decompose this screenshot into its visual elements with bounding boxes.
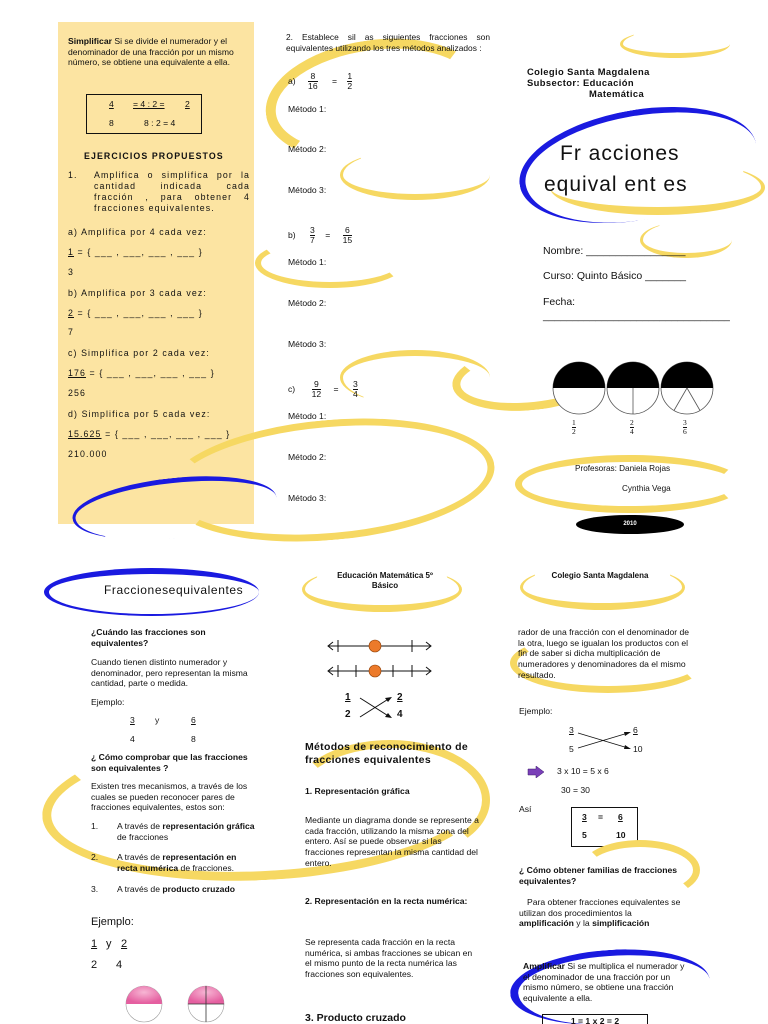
method2-text: Se representa cada fracción en la recta numérica, si ambas fracciones se ubican en el mismo punto de la recta numérica las fracciones son equivalentes. (305, 937, 473, 980)
example2-denominator-1: 2 (91, 959, 98, 971)
cross-result: 30 = 30 (561, 785, 590, 795)
number-line-diagram (325, 633, 435, 685)
list-emphasis: representación gráfica (162, 821, 255, 831)
pair-a-n2: 1 (347, 71, 353, 81)
simplificar-paragraph (68, 36, 248, 68)
answer-2: Existen tres mecanismos, a través de los cuales se pueden reconocer pares de fracciones equivalentes, estos son: (91, 781, 248, 813)
cross-product-example (567, 725, 647, 757)
swoosh-decoration (340, 150, 490, 200)
families-answer (519, 897, 687, 929)
equals-sign: = (598, 812, 604, 822)
circle-label-3 (683, 419, 687, 436)
pair-label: c) (288, 383, 296, 394)
arrow-right-icon (527, 766, 545, 778)
box-n2: 6 (618, 812, 623, 822)
example-label: Ejemplo: (519, 706, 553, 716)
simplification-term: simplificación (592, 918, 650, 929)
pair-b-n1: 3 (310, 225, 315, 235)
list-text: A través de (117, 883, 163, 894)
equals-sign: = (325, 229, 331, 240)
cross-product-diagram (345, 692, 407, 722)
number-line-bottom (328, 665, 431, 677)
method3-label: Método 3: (288, 493, 327, 503)
exercise-d-numerator: 15.625 (68, 429, 102, 439)
method1-label: Método 1: (288, 411, 327, 421)
school-name: Colegio Santa Magdalena (527, 66, 650, 77)
point-marker (369, 665, 381, 677)
method1-title: 1. Representación gráfica (305, 786, 410, 796)
methods-list-item (91, 821, 257, 842)
conjunction: y (106, 938, 112, 950)
swoosh-decoration (255, 235, 405, 288)
cross-d2: 4 (397, 709, 403, 720)
example2-numerator-1: 1 (91, 938, 98, 950)
amplificar-definition: Si se multiplica el numerador y el denominador de una fracción por un mismo número, se obtiene una fracción equivalente a ella. (523, 961, 685, 1004)
exercise-c-numerator: 176 (68, 368, 86, 378)
simplify-example-box (86, 94, 202, 134)
example-denominator-1: 4 (130, 734, 135, 744)
exercise-d-answer-set[interactable]: = { ___ , ___, ___ , ___ } (105, 429, 231, 439)
methods-list (91, 821, 257, 895)
cross-n1: 1 (345, 692, 351, 703)
point-marker (369, 640, 381, 652)
exercise-b-denominator: 7 (68, 327, 74, 337)
example-label: Ejemplo: (91, 916, 134, 928)
box-den-op: 8 : 2 = 4 (144, 118, 176, 128)
cover-header (527, 67, 727, 99)
pair-c-n1: 9 (312, 380, 322, 390)
cross-product-explanation: rador de una fracción con el denominador de la otra, luego se igualan los productos con el fin de saber si dicha multiplicación de numeradores y denominadores da el mismo resultado. (518, 627, 690, 680)
families-question: ¿ Cómo obtener familias de fracciones equivalentes? (519, 865, 678, 886)
half-circle-icon (553, 362, 605, 414)
amplify-example-box: 1 = 1 x 2 = 2 (542, 1014, 648, 1024)
pair-a-d2: 2 (347, 81, 353, 92)
box-d1: 5 (582, 830, 587, 840)
conjunction: y (155, 715, 160, 725)
date-label: Fecha: (543, 296, 576, 308)
cross-n2: 6 (633, 725, 638, 735)
box-num: 4 (109, 99, 114, 109)
item1-instruction: Amplifica o simplifica por la cantidad indicada cada fracción , para obtener 4 fracciones equivalentes. (94, 170, 250, 213)
simplificar-definition: Si se divide el numerador y el denominador de una fracción por un mismo número, se obtiene una equivalente a ella. (68, 36, 234, 68)
exercise-a-title: a) Amplifica por 4 cada vez: (68, 227, 207, 237)
cover-title-line1: Fr acciones (560, 142, 680, 165)
subsector: Subsector: Educación (527, 76, 634, 88)
exercise-b-title: b) Amplifica por 3 cada vez: (68, 288, 207, 298)
amplificar-paragraph (523, 961, 689, 1004)
example-numerator-1: 3 (130, 715, 135, 725)
method2-title: 2. Representación en la recta numérica: (305, 896, 468, 906)
circle-label-den: 4 (630, 426, 634, 436)
question-1: ¿Cuándo las fracciones son equivalentes? (91, 627, 206, 648)
answer-text: y la (573, 918, 593, 929)
cross-arrows-icon (357, 694, 395, 722)
pair-c-d2: 4 (352, 389, 358, 400)
list-emphasis: producto cruzado (162, 883, 235, 894)
box-d2: 10 (616, 830, 626, 840)
example2-denominator-2: 4 (116, 959, 123, 971)
pair-label: a) (288, 75, 296, 86)
pink-fraction-circles (124, 982, 234, 1024)
pink-half-circle-icon (126, 986, 162, 1022)
list-text: de fracciones. (178, 863, 235, 874)
pair-a-d1: 16 (308, 81, 318, 92)
exercise-d-denominator: 210.000 (68, 449, 108, 459)
exercise-a-denominator: 3 (68, 267, 74, 277)
exercise-c-title: c) Simplifica por 2 cada vez: (68, 348, 210, 358)
method3-label: Método 3: (288, 185, 327, 195)
pair-b-n2: 6 (343, 226, 353, 236)
list-text: A través de (117, 852, 163, 863)
equals-sign: = (332, 75, 338, 86)
simplificar-term: Simplificar (68, 36, 112, 46)
method3-label: Método 3: (288, 339, 327, 349)
method1-label: Método 1: (288, 104, 327, 114)
equals-sign: = (333, 383, 339, 394)
example-numerator-2: 6 (191, 715, 196, 725)
fraction-pair-c (288, 380, 358, 399)
pair-label: b) (288, 229, 296, 240)
fraction-circles-illustration (552, 360, 718, 440)
conclusion-label: Así (519, 804, 532, 814)
list-text: de fracciones (117, 831, 169, 842)
exercise-b-answer-set[interactable]: = { ___ , ___, ___ , ___ } (77, 308, 203, 318)
fraction-pair-b (288, 226, 352, 245)
name-field[interactable]: Nombre: _________________ (543, 245, 686, 257)
year-badge: 2010 (576, 515, 684, 534)
box-result: 2 (185, 99, 190, 109)
example2-numerator-2: 2 (121, 938, 128, 950)
method2-label: Método 2: (288, 298, 327, 308)
header-line1: Educación Matemática 5º (337, 571, 433, 580)
pair-b-d2: 15 (342, 235, 353, 246)
answer-1: Cuando tienen distinto numerador y denominador, pero representan la misma cantidad, parte o medida. (91, 657, 248, 689)
circle-label-1 (572, 419, 576, 436)
pair-c-d1: 12 (311, 389, 322, 400)
list-number: 3. (91, 883, 99, 894)
date-field[interactable]: ________________________________ (543, 310, 730, 322)
method2-label: Método 2: (288, 144, 327, 154)
exercise-a-answer-set[interactable]: = { ___ , ___, ___ , ___ } (77, 247, 203, 257)
exercise-c-denominator: 256 (68, 388, 86, 398)
exercises-title: EJERCICIOS PROPUESTOS (84, 151, 224, 161)
methods-title: Métodos de reconocimiento de fracciones equivalentes (305, 741, 469, 766)
list-number: 2. (91, 852, 99, 863)
list-text: A través de (117, 821, 163, 831)
method3-title: 3. Producto cruzado (305, 1012, 406, 1024)
method1-text: Mediante un diagrama donde se represente a cada fracción, utilizando la misma zona del entero. Así se puede observar si las fracciones representan la misma cantidad del entero. (305, 815, 479, 868)
box-op: = 4 : 2 = (133, 99, 165, 109)
exercise-d-title: d) Simplifica por 5 cada vez: (68, 409, 211, 419)
panel-header (300, 571, 470, 592)
number-line-top (328, 640, 431, 652)
item-number: 1. (68, 170, 78, 180)
circle-label-2 (630, 419, 634, 436)
section-title: Fraccionesequivalentes (104, 583, 244, 597)
exercise2-instruction: 2. Establece sil as siguientes fracciones son equivalentes utilizando los tres métodos analizados : (286, 32, 490, 53)
pair-b-d1: 7 (310, 235, 315, 246)
cross-calculation: 3 x 10 = 5 x 6 (557, 766, 609, 776)
circle-label-num: 3 (683, 418, 687, 427)
cross-d2: 10 (633, 744, 643, 754)
example-label: Ejemplo: (91, 697, 125, 707)
cross-n2: 2 (397, 692, 403, 703)
list-emphasis: representación en recta numérica (117, 852, 237, 874)
teacher-2: Cynthia Vega (622, 484, 671, 493)
pair-c-n2: 3 (352, 379, 358, 389)
methods-list-item (91, 852, 257, 873)
cross-n1: 3 (569, 725, 574, 735)
method1-label: Método 1: (288, 257, 327, 267)
quarters-circle-icon (607, 362, 659, 414)
cross-d1: 5 (569, 744, 574, 754)
pair-a-n1: 8 (308, 72, 318, 82)
example-denominator-2: 8 (191, 734, 196, 744)
panel-header: Colegio Santa Magdalena (551, 571, 649, 580)
box-den: 8 (109, 118, 114, 128)
course-field[interactable]: Curso: Quinto Básico _______ (543, 270, 687, 282)
circle-label-num: 1 (572, 418, 576, 427)
amplificar-term: Amplificar (523, 961, 566, 971)
answer-text: Para obtener fracciones equivalentes se utilizan dos procedimientos la (519, 897, 681, 918)
teacher-1: Profesoras: Daniela Rojas (575, 464, 671, 473)
exercise-c-answer-set[interactable]: = { ___ , ___, ___ , ___ } (89, 368, 215, 378)
method2-label: Método 2: (288, 452, 327, 462)
exercise-a-numerator: 1 (68, 247, 74, 257)
fraction-pair-a (288, 72, 352, 91)
list-number: 1. (91, 821, 99, 831)
header-line2: Básico (371, 581, 399, 591)
exercise-b-numerator: 2 (68, 308, 74, 318)
circle-label-den: 2 (572, 426, 576, 436)
sixths-circle-icon (661, 362, 713, 414)
amplification-term: amplificación (519, 918, 574, 929)
circle-label-num: 2 (630, 418, 634, 427)
box-n1: 3 (582, 812, 587, 822)
cross-arrows-icon (576, 730, 632, 752)
circle-label-den: 6 (683, 426, 687, 436)
question-2: ¿ Cómo comprobar que las fracciones son equivalentes ? (91, 752, 248, 773)
methods-list-item (91, 884, 257, 895)
cross-d1: 2 (345, 709, 351, 720)
subject: Matemática (589, 87, 645, 99)
cover-title-line2: equival ent es (544, 173, 688, 196)
pink-quarters-circle-icon (188, 986, 224, 1022)
swoosh-decoration (620, 30, 730, 58)
